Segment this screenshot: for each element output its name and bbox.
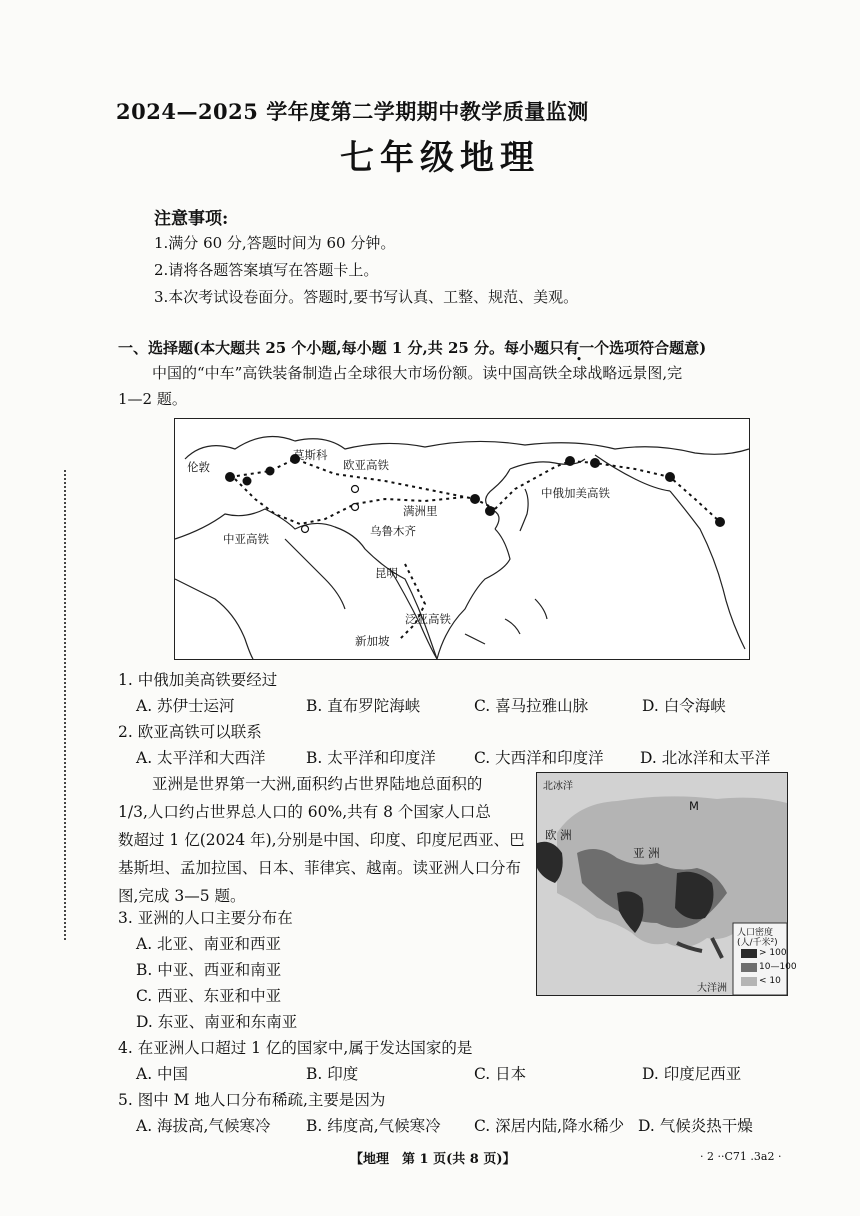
notice-item-3: 3.本次考试设卷面分。答题时,要书写认真、工整、规范、美观。 [154,288,579,306]
q3-option-d: D. 东亚、南亚和东南亚 [136,1013,298,1031]
q5-option-a: A. 海拔高,气候寒冷 [136,1117,271,1135]
section-heading [118,337,706,358]
q4-option-c: C. 日本 [474,1065,527,1083]
label-europe: 欧 洲 [545,828,572,842]
legend-swatch-low [741,977,757,986]
japan [520,489,528,531]
middle-east-coast [285,539,345,609]
label-sino-russia-america: 中俄加美高铁 [541,486,610,500]
legend-swatch-mid [741,963,757,972]
label-arctic: 北冰洋 [543,781,573,792]
q5-option-d: D. 气候炎热干燥 [638,1117,753,1135]
q1-option-d: D. 白令海峡 [642,697,726,715]
population-map-svg [537,773,787,995]
label-london: 伦敦 [187,460,210,474]
q4-option-d: D. 印度尼西亚 [642,1065,742,1083]
station-london [225,472,235,482]
q3-option-a: A. 北亚、南亚和西亚 [136,935,282,953]
q2-stem: 2. 欧亚高铁可以联系 [118,723,262,741]
passage-line-3: 数超过 1 亿(2024 年),分别是中国、印度、印度尼西亚、巴 [118,831,525,849]
q2-option-d: D. 北冰洋和太平洋 [640,749,771,767]
label-euro-asia: 欧亚高铁 [343,458,389,472]
station-hollow-2 [302,526,309,533]
subject-title: 七年级地理 [340,138,540,178]
q3-option-c: C. 西亚、东亚和中亚 [136,987,282,1005]
q5-option-b: B. 纬度高,气候寒冷 [306,1117,441,1135]
station-8 [590,458,600,468]
q1-option-c: C. 喜马拉雅山脉 [474,697,589,715]
north-america-coast [670,491,745,649]
legend-label-low: < 10 [759,976,781,986]
station-9 [665,472,675,482]
label-pan-asia: 泛亚高铁 [405,612,451,626]
section-heading-b: 选项符合题意) [609,339,707,357]
label-manzhouli: 满洲里 [403,504,438,518]
legend-title-1: 人口密度 [737,928,774,938]
q3-stem: 3. 亚洲的人口主要分布在 [118,909,293,927]
exam-code: · 2 ··C71 .3a2 · [700,1150,782,1163]
exam-title: 2024—2025 学年度第二学期期中教学质量监测 [116,99,589,124]
label-asia: 亚 洲 [633,846,660,860]
q2-option-a: A. 太平洋和大西洋 [136,749,266,767]
q1-stem: 1. 中俄加美高铁要经过 [118,671,278,689]
passage-line-1: 亚洲是世界第一大洲,面积约占世界陆地总面积的 [152,775,483,793]
station-7 [565,456,575,466]
station-hollow-1 [352,486,359,493]
notice-item-1: 1.满分 60 分,答题时间为 60 分钟。 [154,234,396,252]
q5-option-c: C. 深居内陆,降水稀少 [474,1117,625,1135]
label-singapore: 新加坡 [355,634,390,648]
q1-option-a: A. 苏伊士运河 [136,697,235,715]
notice-heading: 注意事项: [154,209,229,229]
hsr-strategy-map [174,418,750,660]
station-4 [266,467,275,476]
section-intro-line2: 1—2 题。 [118,390,187,408]
passage-line-2: 1/3,人口约占世界总人口的 60%,共有 8 个国家人口总 [118,803,491,821]
passage-line-4: 基斯坦、孟加拉国、日本、菲律宾、越南。读亚洲人口分布 [118,859,522,877]
q5-stem: 5. 图中 M 地人口分布稀疏,主要是因为 [118,1091,386,1109]
legend-label-mid: 10—100 [759,962,797,972]
q1-option-b: B. 直布罗陀海峡 [306,697,421,715]
station-2 [243,477,252,486]
islands [465,599,547,644]
notice-item-2: 2.请将各题答案填写在答题卡上。 [154,261,379,279]
label-m: M [689,799,699,813]
q2-option-b: B. 太平洋和印度洋 [306,749,436,767]
legend-label-high: > 100 [759,948,787,958]
section-heading-emph: 只有一个 [549,339,610,357]
section-intro-line1: 中国的“中车”高铁装备制造占全球很大市场份额。读中国高铁全球战略远景图,完 [152,364,683,382]
page-footer: 【地理 第 1 页(共 8 页)】 [350,1152,516,1167]
q4-option-b: B. 印度 [306,1065,359,1083]
label-kunming: 昆明 [375,566,398,580]
q2-option-c: C. 大西洋和印度洋 [474,749,604,767]
africa-coast [175,579,253,659]
label-urumqi: 乌鲁木齐 [370,524,416,538]
binding-line [64,470,66,940]
station-10 [715,517,725,527]
southeast-asia-coast [437,529,510,659]
legend-swatch-high [741,949,757,958]
station-manzhouli [470,494,480,504]
section-heading-a: 一、选择题(本大题共 25 个小题,每小题 1 分,共 25 分。每小题 [118,339,550,357]
q4-stem: 4. 在亚洲人口超过 1 亿的国家中,属于发达国家的是 [118,1039,473,1057]
passage-line-5: 图,完成 3—5 题。 [118,887,246,905]
label-central-asia: 中亚高铁 [223,532,269,546]
q3-option-b: B. 中亚、西亚和南亚 [136,961,282,979]
europe-coast [185,437,749,460]
station-6 [485,506,495,516]
label-oceania: 大洋洲 [697,983,727,994]
asia-population-map [536,772,797,996]
q4-option-a: A. 中国 [136,1065,189,1083]
station-hollow-urumqi [352,504,359,511]
label-moscow: 莫斯科 [293,448,328,462]
legend-title-2: (人/千米²) [737,938,778,948]
